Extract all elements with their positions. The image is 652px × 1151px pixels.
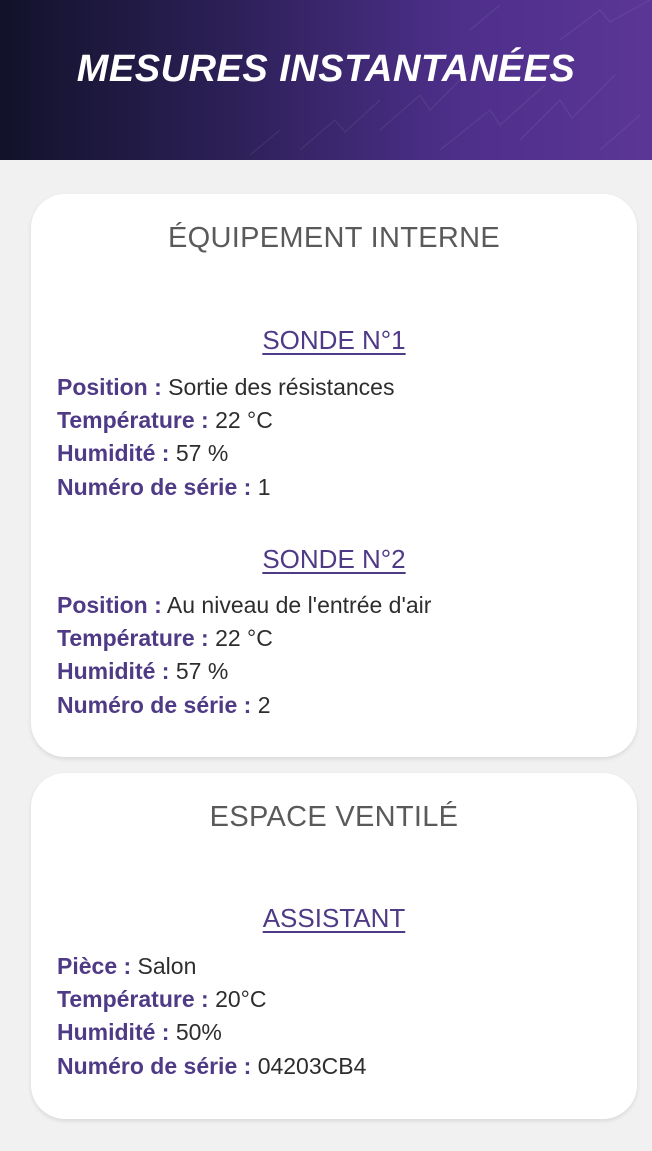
sensor-row-humidity	[57, 1019, 222, 1046]
sensor-row-serial	[57, 474, 270, 501]
sensor-title: ASSISTANT	[262, 903, 406, 933]
sensor-row-position	[57, 592, 431, 619]
sensor-title: SONDE N°1	[262, 325, 406, 355]
row-value: 20°C	[215, 986, 267, 1012]
row-value: Salon	[137, 953, 197, 979]
page-title: MESURES INSTANTANÉES	[76, 48, 576, 90]
header-banner	[0, 0, 652, 160]
row-value: 04203CB4	[257, 1053, 367, 1079]
row-label: Température :	[57, 407, 209, 433]
row-value: 22 °C	[215, 407, 273, 433]
sensor-row-room	[57, 953, 196, 980]
sensor-row-serial	[57, 1053, 366, 1080]
sensor-row-humidity	[57, 658, 228, 685]
row-value: 57 %	[175, 440, 229, 466]
row-value: Au niveau de l'entrée d'air	[166, 592, 432, 618]
row-value: 2	[257, 692, 271, 718]
row-label: Numéro de série :	[57, 692, 252, 718]
section-title: ÉQUIPEMENT INTERNE	[168, 222, 500, 254]
row-label: Température :	[57, 625, 209, 651]
row-value: Sortie des résistances	[168, 374, 395, 400]
row-label: Numéro de série :	[57, 1053, 252, 1079]
row-label: Position :	[57, 592, 162, 618]
row-label: Humidité :	[57, 658, 170, 684]
section-title: ESPACE VENTILÉ	[209, 801, 459, 833]
row-value: 50%	[175, 1019, 222, 1045]
sensor-row-temperature	[57, 407, 273, 434]
sensor-row-serial	[57, 692, 270, 719]
row-value: 57 %	[175, 658, 229, 684]
sensor-title: SONDE N°2	[262, 544, 406, 574]
row-label: Pièce :	[57, 953, 132, 979]
row-value: 1	[257, 474, 271, 500]
section-card-internal-equipment	[31, 194, 637, 757]
row-label: Numéro de série :	[57, 474, 252, 500]
row-label: Position :	[57, 374, 162, 400]
row-label: Température :	[57, 986, 209, 1012]
sensor-row-position	[57, 374, 394, 401]
sensor-row-temperature	[57, 986, 266, 1013]
sensor-row-humidity	[57, 440, 228, 467]
row-label: Humidité :	[57, 1019, 170, 1045]
sensor-row-temperature	[57, 625, 273, 652]
row-label: Humidité :	[57, 440, 170, 466]
section-card-ventilated-space	[31, 773, 637, 1119]
row-value: 22 °C	[215, 625, 273, 651]
